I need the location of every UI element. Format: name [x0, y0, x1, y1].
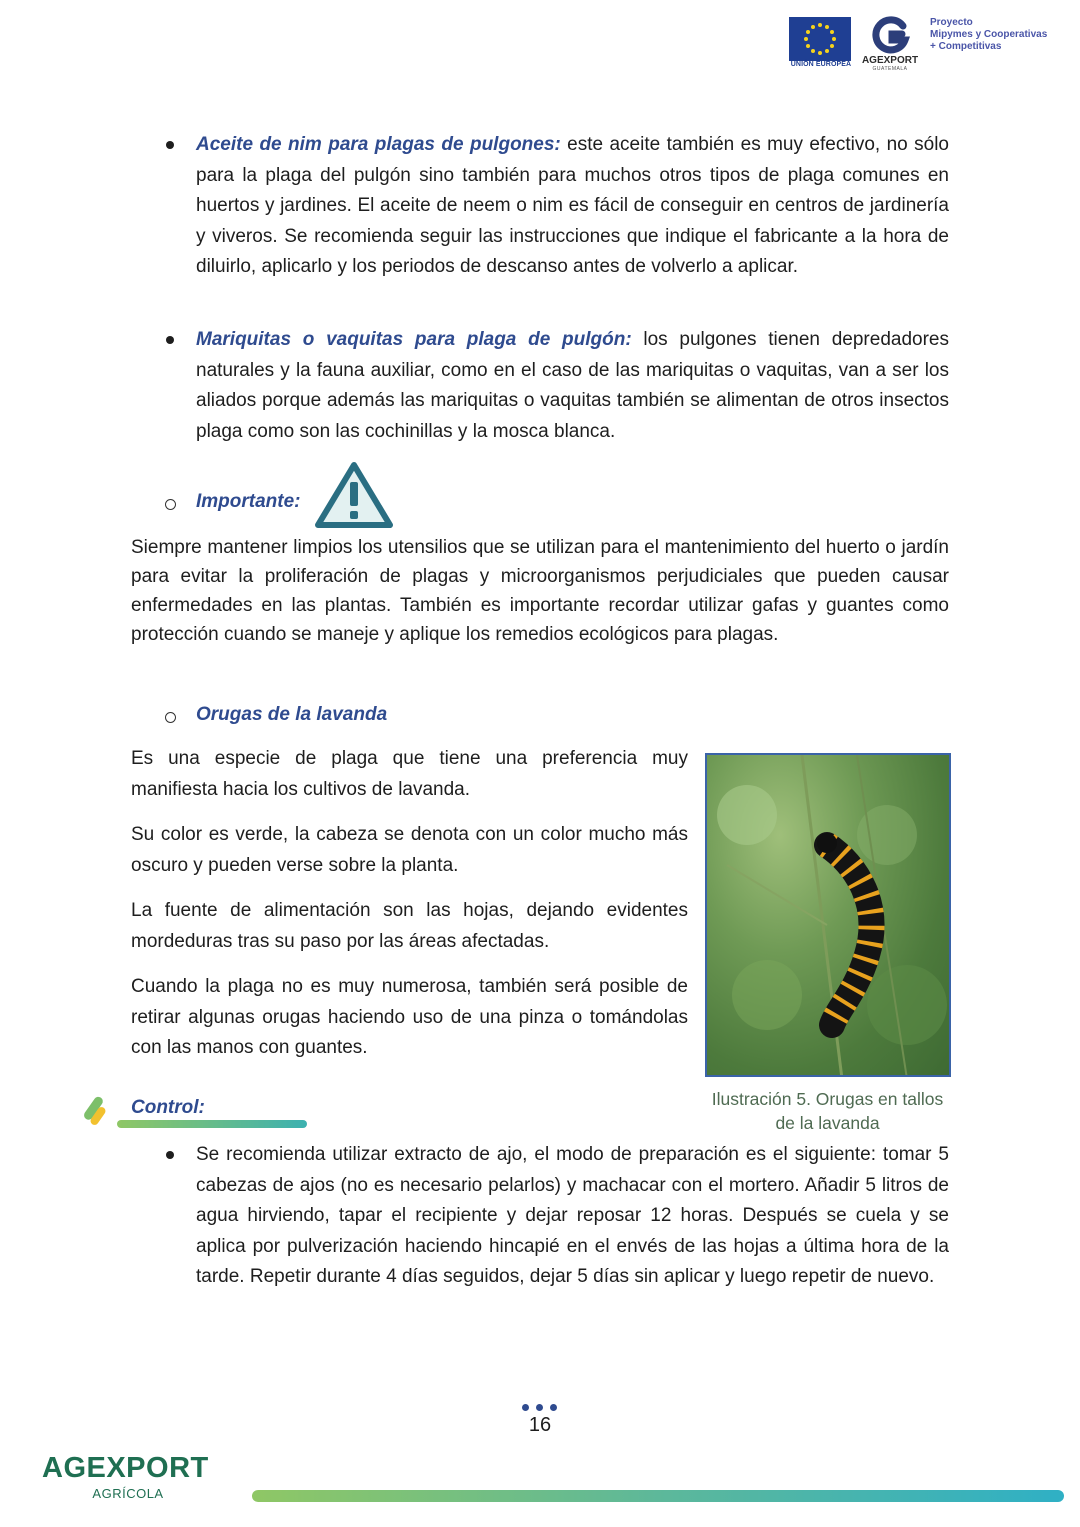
orugas-heading: Orugas de la lavanda — [196, 704, 388, 725]
eu-star-icon — [818, 51, 822, 55]
agexport-g-icon — [870, 16, 910, 56]
eu-star-icon — [811, 25, 815, 29]
footer-brand-logo: AGEXPORT — [42, 1452, 209, 1484]
warning-icon — [314, 460, 394, 530]
eu-star-icon — [825, 25, 829, 29]
eu-star-icon — [811, 49, 815, 53]
circle-bullet — [165, 499, 176, 510]
control-paragraph: Se recomienda utilizar extracto de ajo, el modo de preparación es el siguiente: tomar 5 cabezas de ajos (no es necesario pelarlos) y machacar con el mortero. Añadir 5 litros de agua hirviendo, tapar el recipiente y dejar reposar 12 horas. Después se cuela y se aplica por pulverización haciendo hincapié en el envés de las hojas a última hora de la tarde. Repetir durante 4 días seguidos, dejar 5 días sin aplicar y luego repetir de nuevo. — [196, 1144, 949, 1287]
agexport-header-sublabel: GUATEMALA — [872, 66, 908, 72]
page-dots — [522, 1404, 558, 1412]
dot — [522, 1404, 529, 1411]
neem-oil-text: este aceite también es muy efectivo, no sólo para la plaga del pulgón sino también para muchos otros tipos de plaga comunes en huertos y jardines. El aceite de neem o nim es fácil de conseguir en centros de jardinería y viveros. Se recomienda seguir las instrucciones que indique el fabricante a la hora de diluirlo, aplicarlo y los periodos de descanso antes de volverlo a aplicar. — [196, 134, 949, 277]
orugas-paragraph-3: La fuente de alimentación son las hojas, dejando evidentes mordeduras tras su paso por las áreas afectadas. — [131, 900, 688, 952]
important-paragraph: Siempre mantener limpios los utensilios que se utilizan para el mantenimiento del huerto o jardín para evitar la proliferación de plagas y microorganismos perjudiciales que pueden causar enfermedades en las plantas. También es importante recordar utilizar gafas y guantes como protección cuando se maneje y aplique los remedios ecológicos para plagas. — [131, 537, 949, 645]
ladybug-text: los pulgones tienen depredadores naturales y la fauna auxiliar, como en el caso de las mariquitas o vaquitas, van a ser los aliados porque además las mariquitas o vaquitas también se alimentan de otros insectos plaga como son las cochinillas y la mosca blanca. — [196, 329, 949, 442]
orugas-paragraph-1: Es una especie de plaga que tiene una preferencia muy manifiesta hacia los cultivos de lavanda. — [131, 748, 688, 800]
footer-brand-sub: AGRÍCOLA — [92, 1486, 164, 1501]
figure-caption — [700, 1087, 955, 1135]
eu-star-icon — [830, 44, 834, 48]
ladybug-paragraph — [196, 325, 949, 447]
footer-gradient-bar — [252, 1490, 1064, 1502]
ladybug-lead: Mariquitas o vaquitas para plaga de pulgón: — [196, 329, 632, 350]
eu-star-icon — [830, 30, 834, 34]
project-title — [930, 17, 1047, 53]
project-line: + Competitivas — [930, 41, 1002, 52]
project-line: Mipymes y Cooperativas — [930, 29, 1048, 40]
orugas-paragraph-4: Cuando la plaga no es muy numerosa, también será posible de retirar algunas orugas haciendo uso de una pinza o tomándolas con las manos con guantes. — [131, 976, 688, 1058]
caption-line: de la lavanda — [775, 1113, 880, 1133]
dot — [536, 1404, 543, 1411]
bullet-dot — [166, 336, 174, 344]
eu-star-icon — [825, 49, 829, 53]
eu-label: UNIÓN EUROPEA — [790, 61, 852, 68]
project-line: Proyecto — [930, 17, 973, 28]
pencil-marker-icon — [80, 1094, 112, 1130]
caption-line: Ilustración 5. Orugas en tallos — [711, 1089, 944, 1109]
bullet-dot — [166, 1151, 174, 1159]
important-heading: Importante: — [196, 491, 301, 512]
dot — [550, 1404, 557, 1411]
control-heading: Control: — [131, 1097, 205, 1118]
bullet-dot — [166, 141, 174, 149]
agexport-header-label: AGEXPORT — [861, 55, 919, 66]
control-underline — [117, 1120, 307, 1128]
eu-star-icon — [804, 37, 808, 41]
page-number: 16 — [528, 1414, 552, 1436]
caterpillar-photo — [705, 753, 951, 1077]
neem-oil-lead: Aceite de nim para plagas de pulgones: — [196, 134, 561, 155]
eu-star-icon — [818, 23, 822, 27]
eu-star-icon — [806, 44, 810, 48]
circle-bullet — [165, 712, 176, 723]
caterpillar-illustration — [707, 755, 951, 1077]
neem-oil-paragraph — [196, 130, 949, 283]
eu-star-icon — [806, 30, 810, 34]
eu-flag-logo — [789, 17, 851, 61]
orugas-paragraph-2: Su color es verde, la cabeza se denota con un color mucho más oscuro y pueden verse sobre la planta. — [131, 824, 688, 876]
eu-star-icon — [832, 37, 836, 41]
